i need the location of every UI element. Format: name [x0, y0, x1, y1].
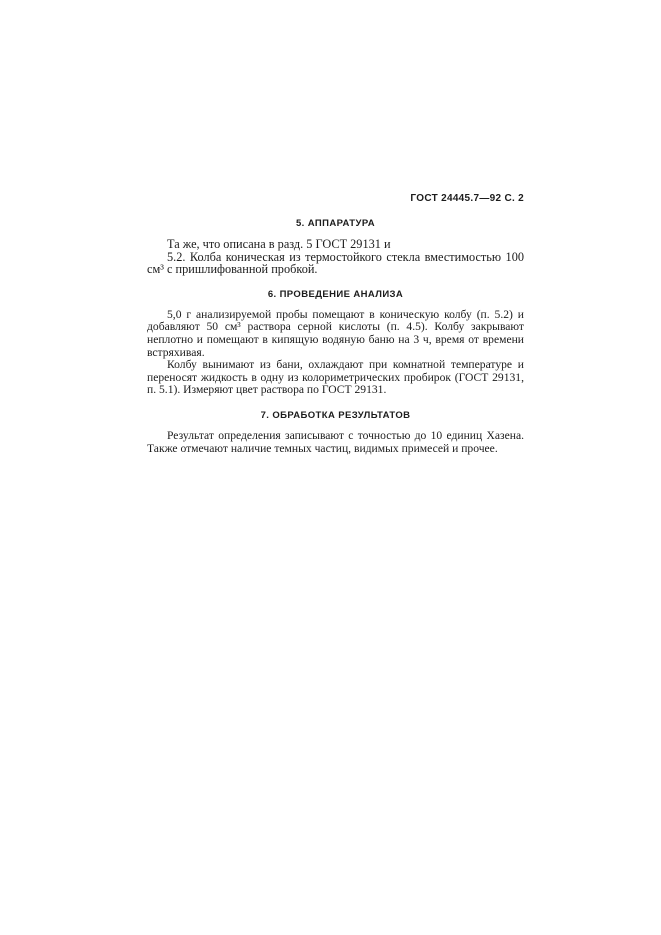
section-results — [147, 410, 524, 455]
section-title: 6. ПРОВЕДЕНИЕ АНАЛИЗА — [267, 288, 404, 300]
document-body — [147, 218, 524, 468]
section-analysis — [147, 289, 524, 397]
paragraph: 5.2. Колба коническая из термостойкого стекла вместимостью 100 см³ с пришлифованной пробкой. — [147, 249, 524, 277]
section-title: 7. ОБРАБОТКА РЕЗУЛЬТАТОВ — [260, 409, 411, 421]
paragraph: Та же, что описана в разд. 5 ГОСТ 29131 и — [167, 237, 391, 251]
running-head: ГОСТ 24445.7—92 С. 2 — [410, 193, 524, 204]
paragraph: 5,0 г анализируемой пробы помещают в коническую колбу (п. 5.2) и добавляют 50 см³ раствора серной кислоты (п. 4.5). Колбу закрывают неплотно и помещают в кипящую водяную баню на 3 ч, время от времени встряхивая. — [147, 307, 524, 359]
paragraph: Колбу вынимают из бани, охлаждают при комнатной температуре и переносят жидкость в одну из колориметрических пробирок (ГОСТ 29131, п. 5.1). Измеряют цвет раствора по ГОСТ 29131. — [147, 358, 524, 397]
paragraph: Результат определения записывают с точностью до 10 единиц Хазена. Также отмечают наличие темных частиц, видимых примесей и прочее. — [147, 428, 524, 455]
section-title: 5. АППАРАТУРА — [296, 218, 375, 229]
section-apparatus — [147, 218, 524, 276]
